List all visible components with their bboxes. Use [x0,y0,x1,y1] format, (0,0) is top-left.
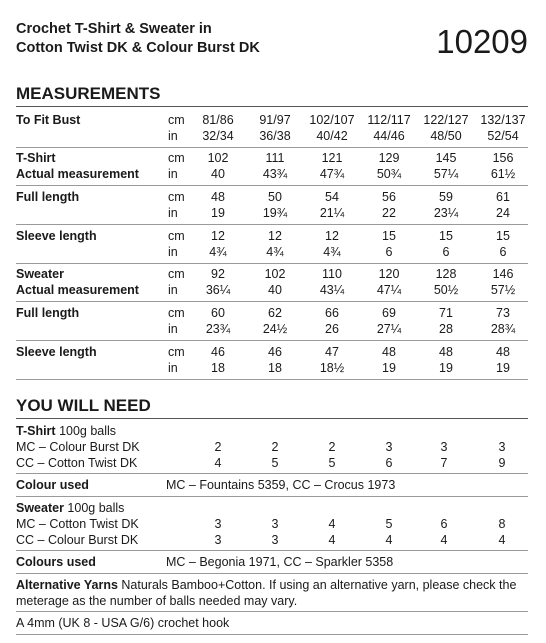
measurement-value: 12 [211,229,225,243]
measurement-value: 121 [321,151,343,165]
measurement-value: 40 [211,167,225,181]
measurement-value: 60 [211,306,225,320]
measurement-value: 19 [211,206,225,220]
unit-label: in [168,167,178,181]
divider [16,147,528,148]
you-will-need-heading: YOU WILL NEED [16,396,151,415]
pattern-number: 10209 [436,23,528,60]
measurement-value: 50 [268,190,282,204]
measurement-value: 40/42 [316,129,348,143]
measurement-value: 132/137 [480,113,526,127]
measurement-value: 15 [496,229,510,243]
measurement-value: 57½ [490,283,516,297]
measurement-value: 4¾ [323,245,341,259]
measurement-label: Sleeve length [16,229,97,243]
measurement-value: 120 [378,267,400,281]
divider [16,473,528,474]
measurement-value: 48 [211,190,225,204]
measurement-value: 145 [435,151,457,165]
measurement-value: 32/34 [202,129,234,143]
unit-label: in [168,283,178,297]
measurement-value: 56 [382,190,396,204]
measurement-label: To Fit Bust [16,113,81,127]
measurements-heading: MEASUREMENTS [16,84,161,103]
measurement-value: 47¾ [319,167,345,181]
divider [16,301,528,302]
unit-label: in [168,322,178,336]
measurement-label: Full length [16,306,80,320]
measurement-value: 48 [382,345,396,359]
measurement-value: 81/86 [202,113,234,127]
measurement-value: 15 [382,229,396,243]
divider [16,418,528,419]
unit-label: cm [168,229,185,243]
measurement-value: 61½ [490,167,516,181]
measurement-value: 22 [382,206,396,220]
measurement-label: Actual measurement [16,283,139,297]
unit-label: cm [168,190,185,204]
measurement-value: 50½ [433,283,459,297]
measurement-value: 24½ [262,322,288,336]
measurement-value: 26 [325,322,339,336]
measurement-value: 19 [496,361,510,375]
measurement-value: 102/107 [309,113,355,127]
measurement-value: 146 [492,267,514,281]
measurement-value: 110 [322,267,342,281]
title-line-2: Cotton Twist DK & Colour Burst DK [16,40,260,56]
divider [16,496,528,497]
measurement-value: 6 [442,245,450,259]
alternative-yarns-note: Alternative Yarns Naturals Bamboo+Cotton. If using an alternative yarn, please check the meterage as the number of balls needed may vary. [16,578,517,608]
measurement-value: 19 [439,361,453,375]
divider [16,550,528,551]
unit-label: in [168,206,178,220]
measurement-value: 36¼ [205,283,231,297]
measurement-value: 102 [207,151,229,165]
measurement-value: 27¼ [376,322,402,336]
measurement-value: 48 [439,345,453,359]
measurement-value: 91/97 [259,113,291,127]
measurement-value: 19¾ [262,206,288,220]
divider [16,611,528,612]
measurement-value: 62 [268,306,282,320]
measurement-value: 4¾ [209,245,227,259]
measurement-value: 36/38 [259,129,291,143]
measurement-value: 21¼ [319,206,345,220]
unit-label: in [168,129,178,143]
measurement-value: 46 [211,345,225,359]
measurement-value: 4¾ [266,245,284,259]
measurement-value: 48 [496,345,510,359]
measurement-label: Sleeve length [16,345,97,359]
divider [16,573,528,574]
divider [16,224,528,225]
unit-label: in [168,245,178,259]
measurement-value: 59 [439,190,453,204]
divider [16,634,528,635]
unit-label: cm [168,345,185,359]
unit-label: cm [168,113,185,127]
divider [16,379,528,380]
measurement-value: 128 [435,267,457,281]
measurement-label: Sweater [16,267,64,281]
title-line-1: Crochet T-Shirt & Sweater in [16,21,212,37]
measurement-value: 43¼ [319,283,345,297]
divider [16,185,528,186]
measurement-label: T-Shirt [16,151,56,165]
measurement-label: Full length [16,190,80,204]
measurement-value: 19 [382,361,396,375]
measurement-value: 69 [382,306,396,320]
measurement-value: 54 [325,190,339,204]
unit-label: cm [168,267,185,281]
measurement-value: 28 [439,322,453,336]
measurement-value: 44/46 [373,129,405,143]
measurement-value: 43¾ [262,167,288,181]
measurement-value: 23¼ [433,206,459,220]
measurement-value: 122/127 [423,113,469,127]
unit-label: in [168,361,178,375]
pattern-title [16,20,260,58]
measurement-value: 15 [439,229,453,243]
hook-info: A 4mm (UK 8 - USA G/6) crochet hook [16,616,230,630]
measurement-label: Actual measurement [16,167,139,181]
measurement-value: 47 [325,345,339,359]
measurement-value: 24 [496,206,510,220]
divider [16,340,528,341]
unit-label: cm [168,151,185,165]
measurement-value: 12 [268,229,282,243]
divider [16,263,528,264]
measurement-value: 6 [385,245,393,259]
measurement-value: 40 [268,283,282,297]
measurement-value: 52/54 [487,129,519,143]
measurement-value: 18½ [319,361,345,375]
measurement-value: 156 [492,151,514,165]
measurement-value: 57¼ [433,167,459,181]
measurement-value: 112/117 [367,113,411,127]
measurement-value: 73 [496,306,510,320]
measurement-value: 46 [268,345,282,359]
measurement-value: 129 [378,151,400,165]
measurement-value: 61 [496,190,510,204]
measurement-value: 50¾ [376,167,402,181]
divider [16,106,528,107]
measurement-value: 6 [499,245,507,259]
measurement-value: 18 [211,361,225,375]
measurement-value: 12 [325,229,339,243]
measurement-value: 111 [265,151,285,165]
measurement-value: 48/50 [430,129,462,143]
measurement-value: 92 [211,267,225,281]
unit-label: cm [168,306,185,320]
measurement-value: 18 [268,361,282,375]
measurement-value: 47¼ [376,283,402,297]
measurement-value: 71 [439,306,453,320]
measurement-value: 66 [325,306,339,320]
measurement-value: 28¾ [490,322,516,336]
measurement-value: 23¾ [205,322,231,336]
measurement-value: 102 [264,267,286,281]
